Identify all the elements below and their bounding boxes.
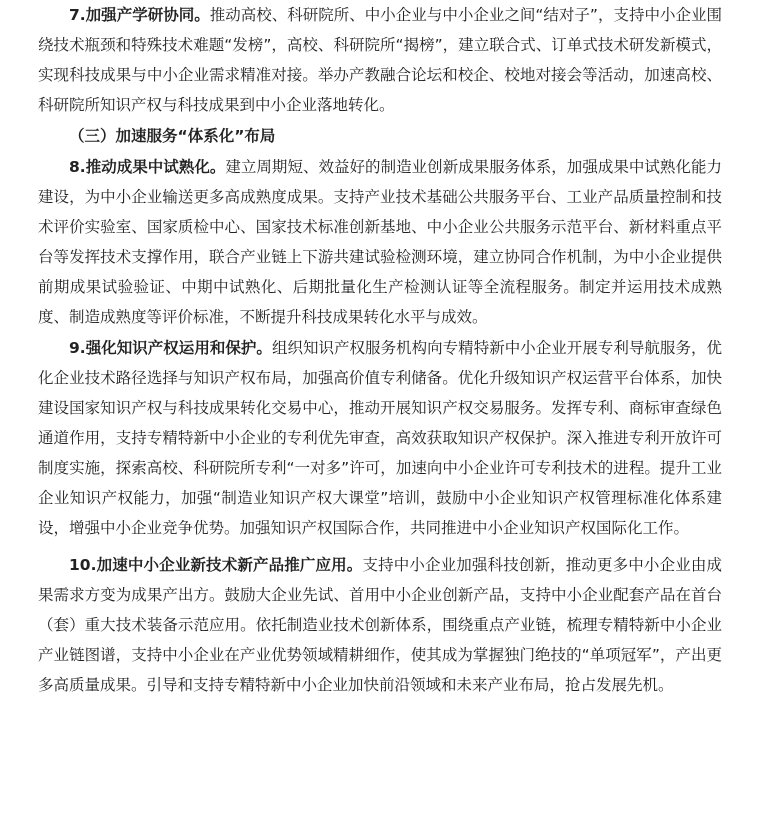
paragraph-7-lead: 7.加强产学研协同。 bbox=[69, 6, 210, 24]
paragraph-8-text: 建立周期短、效益好的制造业创新成果服务体系，加强成果中试熟化能力建设，为中小企业输送更多高成熟度成果。支持产业技术基础公共服务平台、工业产品质量控制和技术评价实验室、国家质检中心、国家技术标准创新基地、中小企业公共服务示范平台、新材料重点平台等发挥技术支撑作用，联合产业链上下游共建试验检测环境，建立协同合作机制，为中小企业提供前期成果试验验证、中期中试熟化、后期批量化生产检测认证等全流程服务。制定并运用技术成熟度、制造成熟度等评价标准，不断提升科技成果转化水平与成效。 bbox=[38, 158, 722, 326]
paragraph-7-text: 推动高校、科研院所、中小企业与中小企业之间“结对子”，支持中小企业围绕技术瓶颈和特殊技术难题“发榜”，高校、科研院所“揭榜”，建立联合式、订单式技术研发新模式，实现科技成果与中小企业需求精准对接。举办产教融合论坛和校企、校地对接会等活动，加速高校、科研院所知识产权与科技成果到中小企业落地转化。 bbox=[38, 6, 722, 114]
section-heading: （三）加速服务“体系化”布局 bbox=[69, 127, 276, 145]
document-body bbox=[38, 0, 722, 701]
paragraph-10-lead: 10.加速中小企业新技术新产品推广应用。 bbox=[69, 556, 363, 574]
paragraph-8-lead: 8.推动成果中试熟化。 bbox=[69, 158, 226, 176]
paragraph-10 bbox=[38, 550, 722, 700]
paragraph-9-lead: 9.强化知识产权运用和保护。 bbox=[69, 339, 272, 357]
paragraph-9 bbox=[38, 333, 722, 543]
paragraph-10-text: 支持中小企业加强科技创新，推动更多中小企业由成果需求方变为成果产出方。鼓励大企业先试、首用中小企业创新产品，支持中小企业配套产品在首台（套）重大技术装备示范应用。依托制造业技术创新体系，围绕重点产业链，梳理专精特新中小企业产业链图谱，支持中小企业在产业优势领域精耕细作，使其成为掌握独门绝技的“单项冠军”，产出更多高质量成果。引导和支持专精特新中小企业加快前沿领域和未来产业布局，抢占发展先机。 bbox=[38, 556, 722, 694]
paragraph-9-text: 组织知识产权服务机构向专精特新中小企业开展专利导航服务，优化企业技术路径选择与知识产权布局，加强高价值专利储备。优化升级知识产权运营平台体系，加快建设国家知识产权与科技成果转化交易中心，推动开展知识产权交易服务。发挥专利、商标审查绿色通道作用，支持专精特新中小企业的专利优先审查，高效获取知识产权保护。深入推进专利开放许可制度实施，探索高校、科研院所专利“一对多”许可，加速向中小企业许可专利技术的进程。提升工业企业知识产权能力，加强“制造业知识产权大课堂”培训，鼓励中小企业知识产权管理标准化体系建设，增强中小企业竞争优势。加强知识产权国际合作，共同推进中小企业知识产权国际化工作。 bbox=[38, 339, 722, 537]
paragraph-7 bbox=[38, 0, 722, 120]
paragraph-8 bbox=[38, 152, 722, 332]
